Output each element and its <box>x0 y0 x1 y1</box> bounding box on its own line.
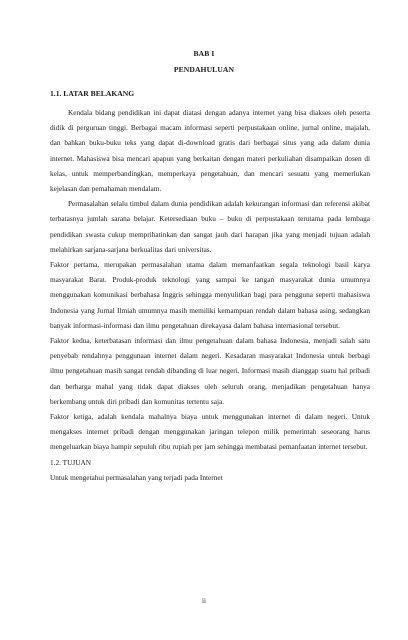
paragraph-second-factor: Faktor kedua, keterbatasan informasi dan ilmu pengetahuan dalam bahasa Indonesia, menjadi salah satu penyebab rendahnya penggunaan internet dalam negeri. Kesadaran masyarakat Indonesia untuk berbagi ilmu pengetahuan masih sangat rendah dibanding di luar negeri. Informasi masih dianggap suatu hal pribadi dan berharga mahal yang tidak dapat diakses oleh seluruh orang, menjadikan pengetahuan hanya berkembang untuk diri pribadi dan komunitas tertentu saja. <box>50 336 370 406</box>
paragraph-internet-access: Kendala bidang pendidikan ini dapat diatasi dengan adanya internet yang bisa diakses oleh peserta didik di perguruan tinggi. Berbagai macam informasi seperti perpustakaan online, jurnal online, majalah, dan bahkan buku-buku teks yang dapat di-download gratis dari berbagai situs yang ada dalam dunia internet. Mahasiswa bisa mencari apapun yang berkaitan dengan materi perkuliahan disampaikan dosen di kelas, untuk memperbandingkan, memperkaya pengetahuan, dan mencari sesuatu yang memerlukan kejelasan dan pemahaman mendalam. <box>50 108 370 194</box>
chapter-title: PENDAHULUAN <box>173 65 235 74</box>
paragraph-third-factor: Faktor ketiga, adalah kendala mahalnya biaya untuk menggunakan internet di dalam negeri. Untuk mengakses internet pribadi dengan menggunakan jaringan telepon milik pemerintah seseorang harus mengeluarkan biaya hampir sepuluh ribu rupiah per jam sehingga membatasi pemanfaatan internet tersebut. <box>50 412 370 452</box>
document-body <box>50 86 370 485</box>
section-heading-background: 1.1. LATAR BELAKANG <box>50 89 135 98</box>
paragraph-information-shortage: Permasalahan selalu timbul dalam dunia pendidikan adalah kekurangan informasi dan referensi akibat terbatasnya jumlah sarana belajar. Ketersediaan buku – buku di perpustakaan terutama pada lembaga pendidikan swasta cukup memprihatinkan dan sangat jauh dari harapan jika yang menjadi tujuan adalah melahirkan sarjana-sarjana berkualitas dari universitas. <box>50 199 370 254</box>
objective-text: Untuk mengetahui permasalahan yang terjadi pada Internet <box>50 472 223 482</box>
section-heading-objective: 1.2. TUJUAN <box>50 457 92 467</box>
page-number: ii <box>202 597 206 605</box>
paragraph-first-factor: Faktor pertama, merupakan permasalahan utama dalam memanfaatkan segala teknologi basil karya masyarakat Barat. Produk-produk teknologi yang sampai ke tangan masyarakat dunia umumnya menggunakan komunikasi berbahasa Inggris sehingga menyulitkan bagi para pengguna seperti mahasiswa Indonesia yang Jurnal Ilmiah umumnya masih memiliki kemampuan rendah dalam bahasa asing, sedangkan banyak informasi-informasi dan ilmu pengetahuan direkayasa dalam bahasa internasional tersebut. <box>50 260 370 330</box>
chapter-label: BAB I <box>193 49 215 58</box>
